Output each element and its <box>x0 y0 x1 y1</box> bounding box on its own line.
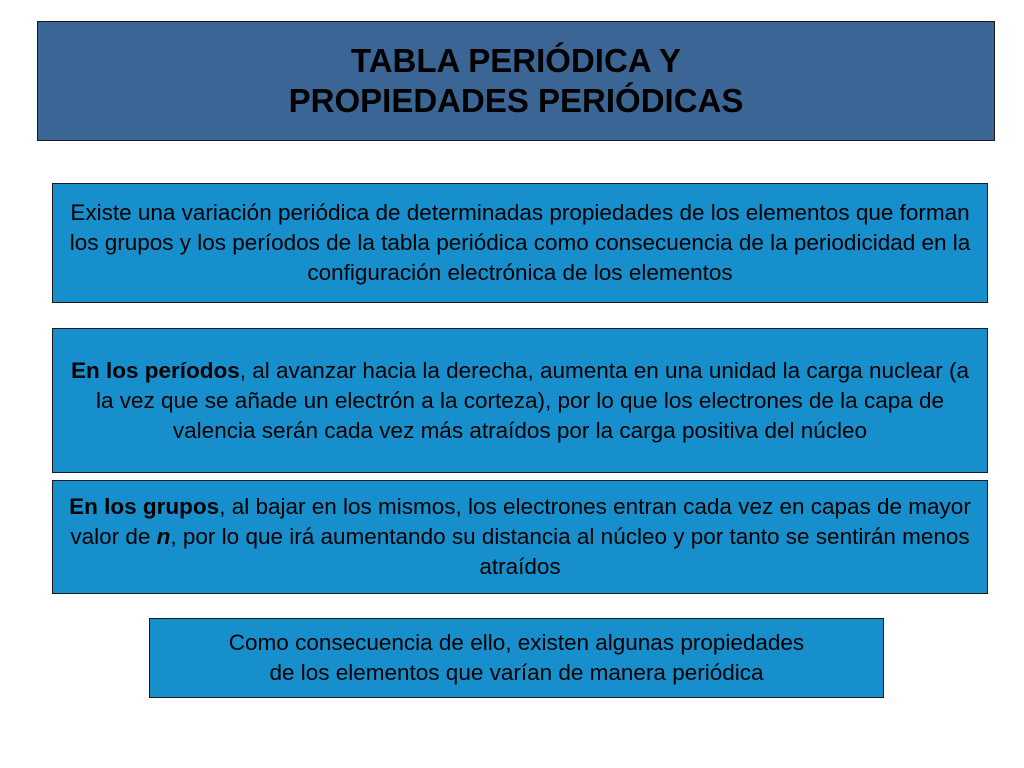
title-line-1: TABLA PERIÓDICA Y <box>350 42 682 79</box>
periods-box <box>52 328 988 473</box>
intro-text: Existe una variación periódica de determinadas propiedades de los elementos que forman los grupos y los períodos de la tabla periódica como consecuencia de la periodicidad en la configuración electrónica de los elementos <box>69 200 971 285</box>
conclusion-line-1: Como consecuencia de ello, existen algunas propiedades <box>228 630 805 655</box>
periods-paragraph <box>63 356 977 446</box>
conclusion-box <box>149 618 884 698</box>
periods-text: , al avanzar hacia la derecha, aumenta en una unidad la carga nuclear (a la vez que se añade un electrón a la corteza), por lo que los electrones de la capa de valencia serán cada vez más atraídos por la carga positiva del núcleo <box>95 357 969 443</box>
periods-lead: En los períodos <box>70 357 240 383</box>
conclusion-paragraph <box>229 628 804 688</box>
groups-variable-n: n <box>156 524 171 549</box>
title-box <box>37 21 995 141</box>
conclusion-line-2: de los elementos que varían de manera periódica <box>269 660 764 685</box>
intro-box <box>52 183 988 303</box>
groups-lead: En los grupos <box>69 494 220 519</box>
groups-paragraph <box>63 492 977 582</box>
groups-text-part2: , por lo que irá aumentando su distancia al núcleo y por tanto se sentirán menos atraídos <box>170 524 970 579</box>
groups-box <box>52 480 988 594</box>
groups-text-part1: , al bajar en los mismos, los electrones entran cada vez en capas de mayor valor de <box>70 494 971 549</box>
title-line-2: PROPIEDADES PERIÓDICAS <box>288 82 744 119</box>
